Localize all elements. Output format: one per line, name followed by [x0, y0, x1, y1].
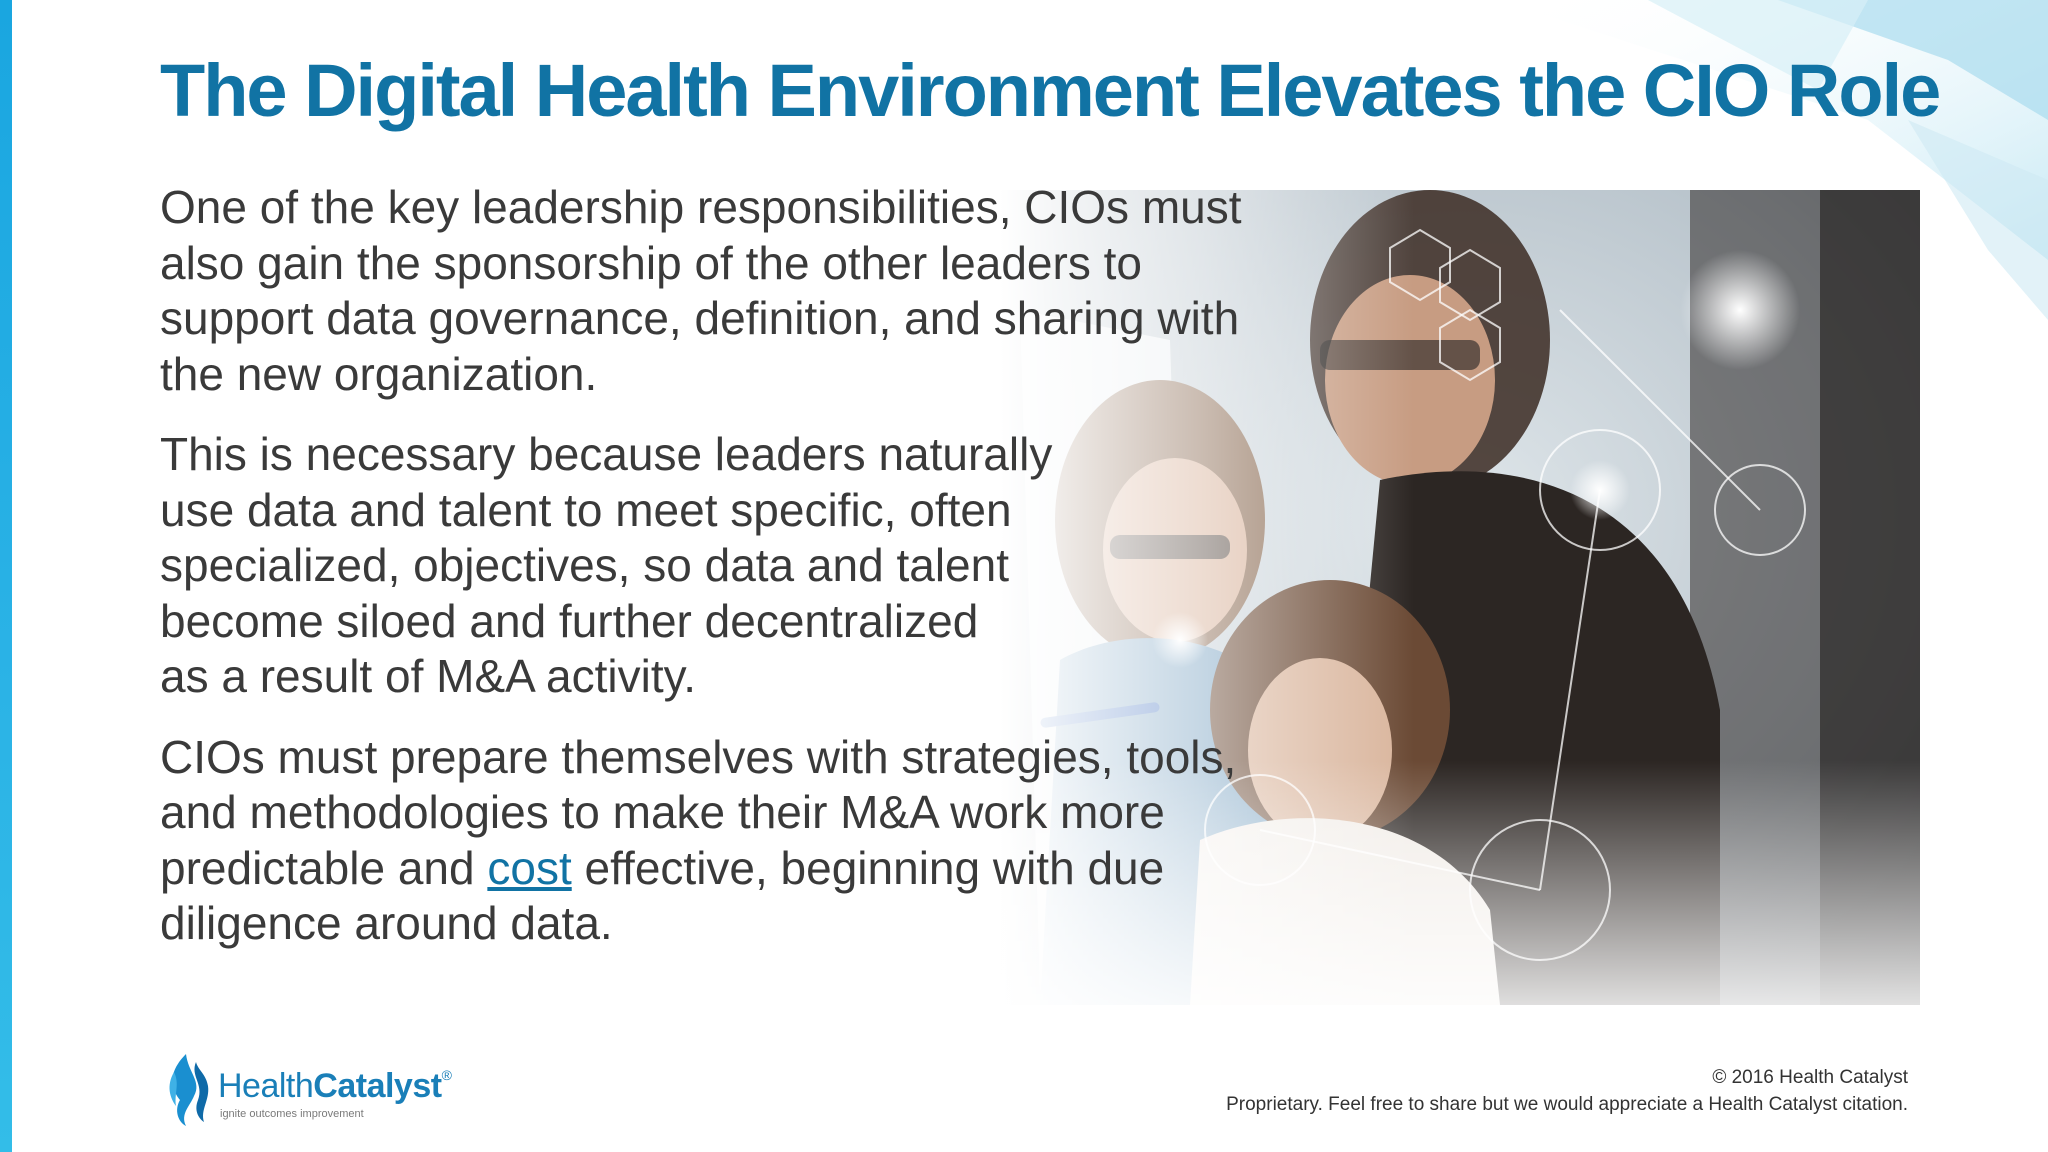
- body-text: [160, 180, 1280, 977]
- logo-wordmark: [218, 1067, 451, 1106]
- footer-copyright-block: [1226, 1064, 1908, 1118]
- paragraph-2-line-5: as a result of M&A activity.: [160, 650, 697, 702]
- paragraph-2-line-4: become siloed and further decentralized: [160, 594, 979, 647]
- accent-bar: [0, 0, 12, 1152]
- paragraph-2: [160, 427, 1280, 705]
- health-catalyst-logo: [160, 1052, 480, 1130]
- logo-name-catalyst: Catalyst: [313, 1067, 442, 1105]
- paragraph-3: [160, 730, 1270, 952]
- logo-registered-mark: ®: [441, 1067, 452, 1083]
- proprietary-notice: Proprietary. Feel free to share but we would appreciate a Health Catalyst citation.: [1226, 1094, 1908, 1115]
- paragraph-2-line-3: specialized, objectives, so data and talent: [160, 539, 1009, 591]
- paragraph-3-text-start: CIOs must prepare themselves with strategies, tools, and methodologies to make their M&A work more predictable and: [160, 730, 1237, 894]
- paragraph-2-line-1: This is necessary because leaders naturally: [160, 428, 1053, 480]
- paragraph-1: [160, 180, 1280, 402]
- paragraph-2-line-2: use data and talent to meet specific, often: [160, 483, 1012, 536]
- flame-icon: [160, 1052, 212, 1128]
- copyright-text: © 2016 Health Catalyst: [1712, 1067, 1908, 1088]
- logo-tagline: ignite outcomes improvement: [220, 1108, 364, 1120]
- paragraph-3-text-end: effective, beginning with due diligence around data.: [160, 841, 1165, 949]
- slide-title: The Digital Health Environment Elevates the CIO Role: [160, 49, 1940, 132]
- paragraph-1-text: One of the key leadership responsibilities, CIOs must also gain the sponsorship of the other leaders to support data governance, definition, and sharing with the new organization.: [160, 181, 1242, 400]
- logo-name-health: Health: [218, 1067, 314, 1105]
- cost-link[interactable]: cost: [487, 841, 572, 894]
